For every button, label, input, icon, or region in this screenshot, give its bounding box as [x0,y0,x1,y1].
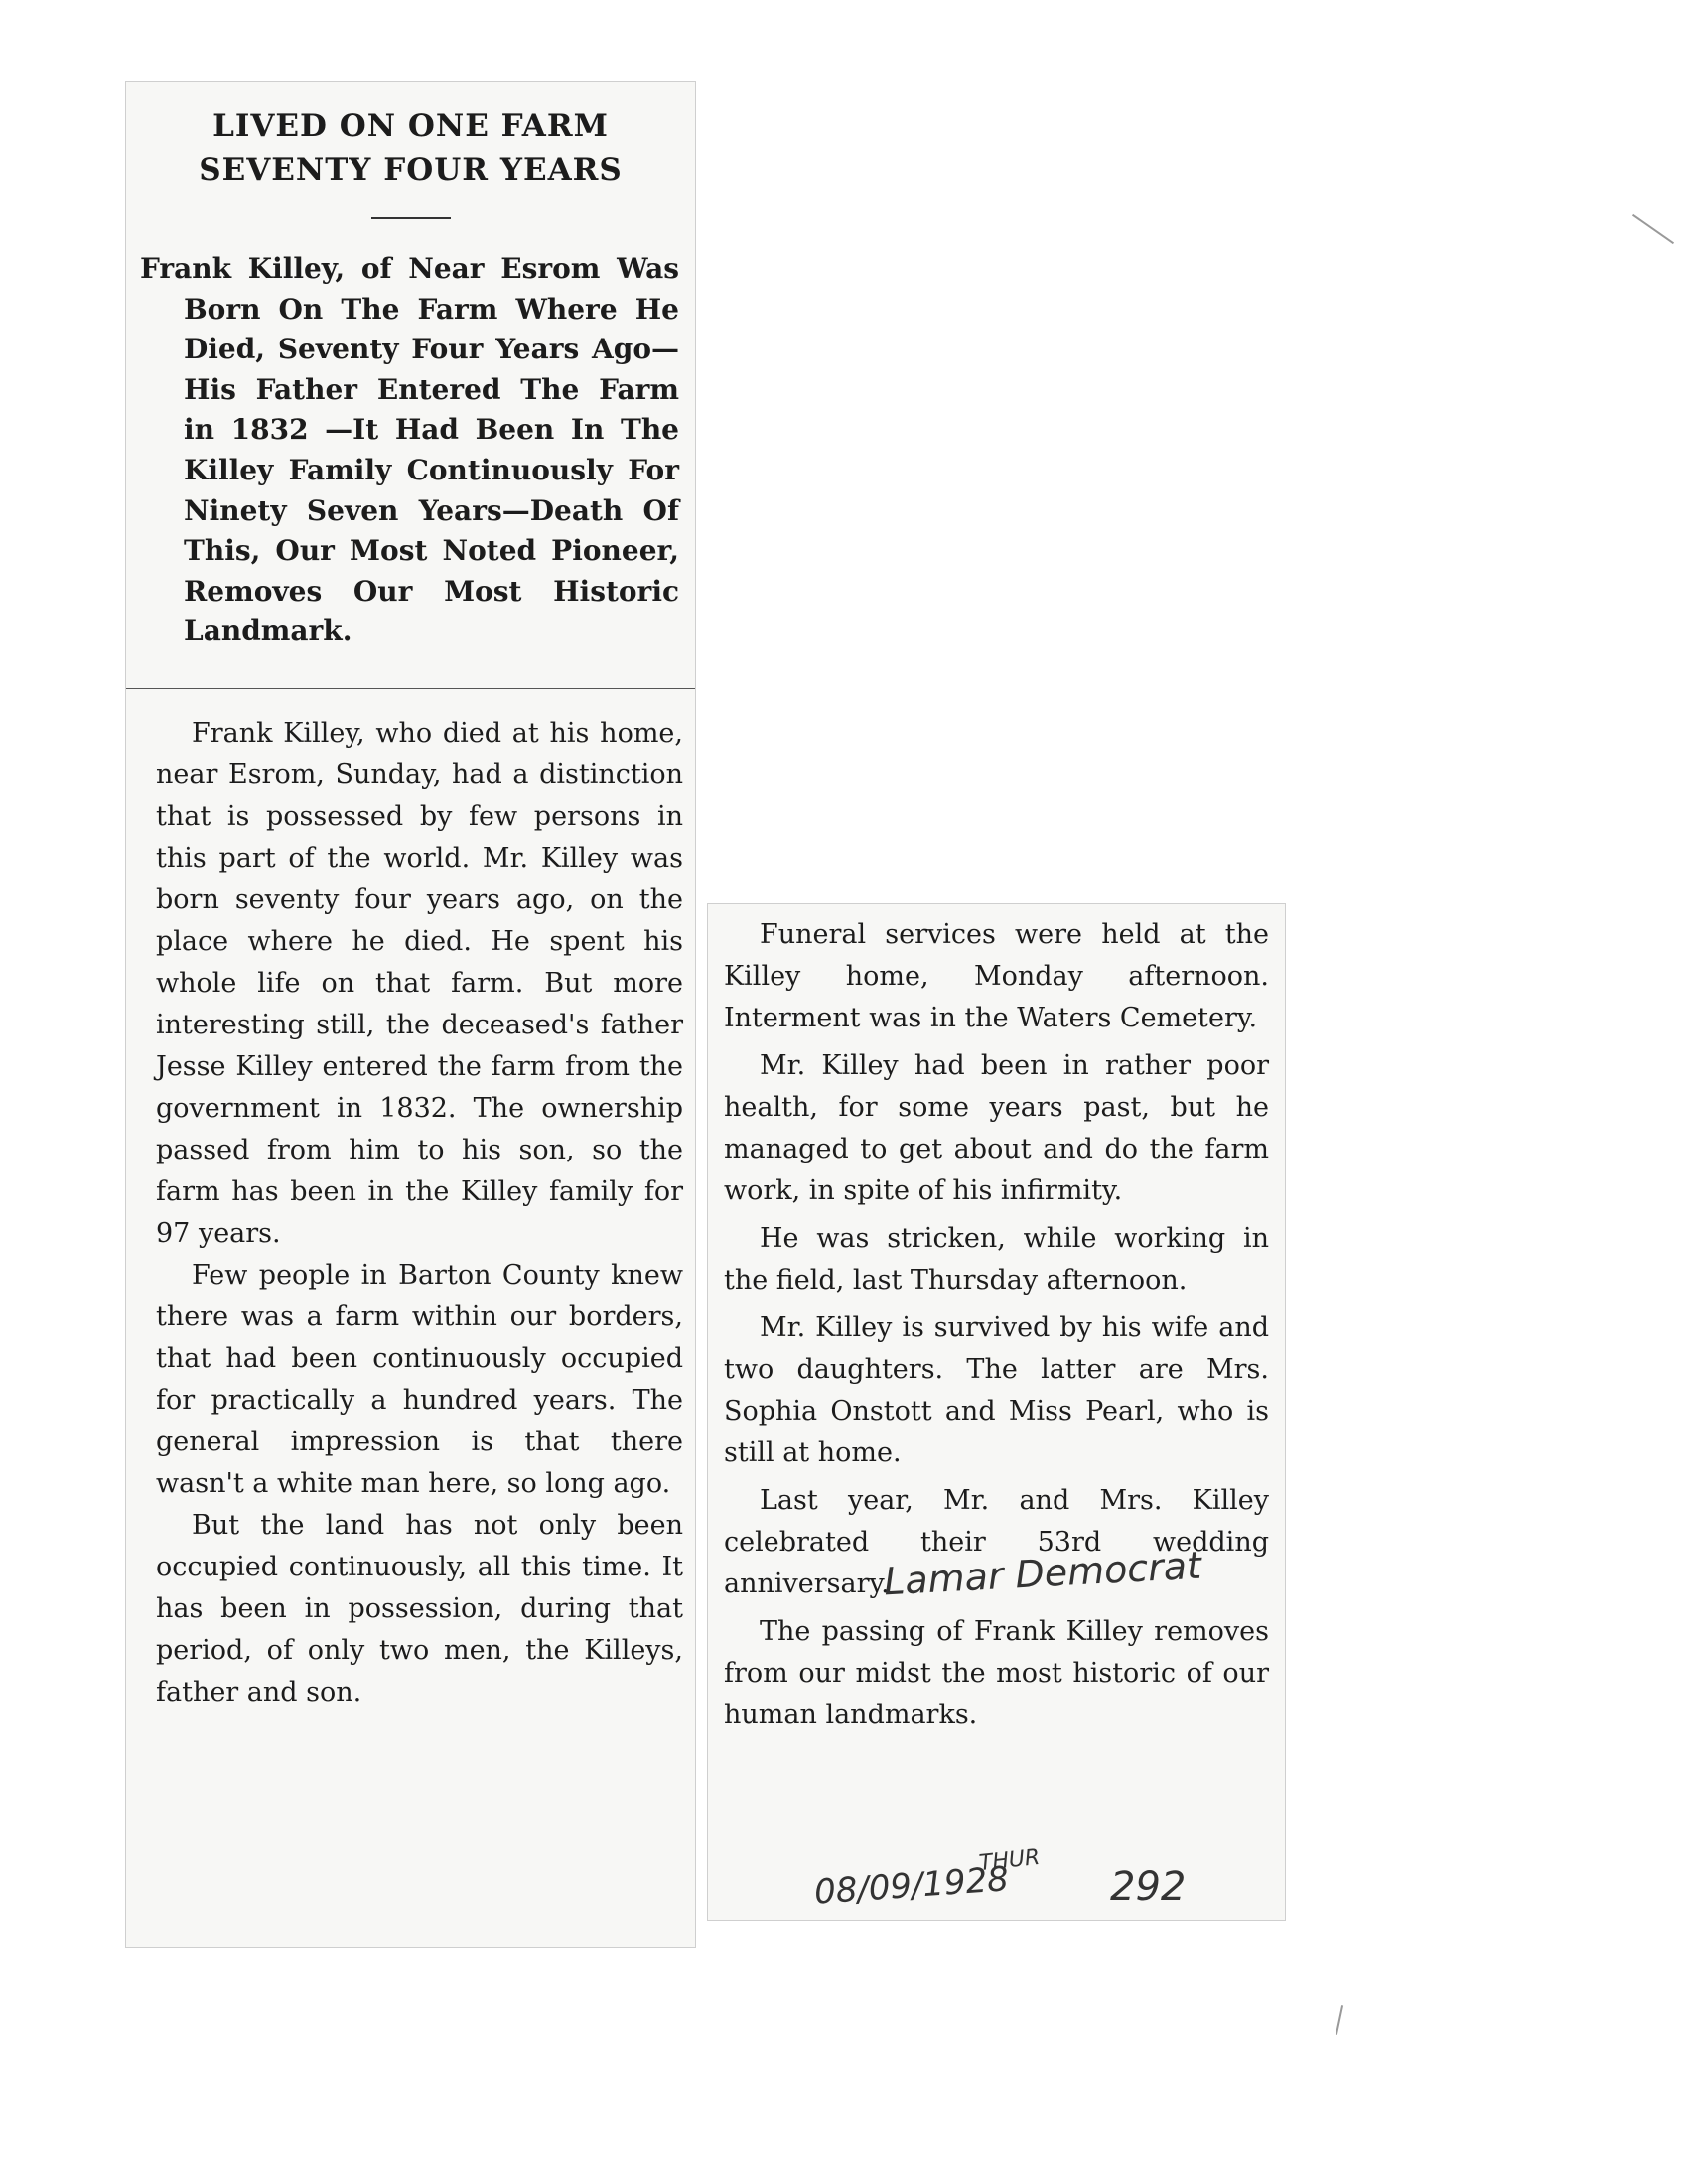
handwritten-date: 08/09/1928 [812,1859,1011,1913]
scan-mark [1632,214,1674,244]
left-column-body [126,713,695,1713]
handwritten-source: Lamar Democrat [883,1543,1203,1604]
paragraph: The passing of Frank Killey removes from our midst the most historic of our human landmarks. [724,1616,1269,1730]
paragraph: Last year, Mr. and Mrs. Killey celebrated their 53rd wedding anniversary. [724,1485,1269,1599]
right-column-body [708,914,1285,1736]
clipping-right-column [707,903,1286,1921]
headline-line-1: LIVED ON ONE FARM [212,108,609,144]
paragraph: Frank Killey, who died at his home, near Esrom, Sunday, had a distinction that is possessed by few persons in this part of the world. Mr. Killey was born seventy four years ago, on the place where he died. He spent his whole life on that farm. But more interesting still, the deceased's father Jesse Killey entered the farm from the government in 1832. The ownership passed from him to his son, so the farm has been in the Killey family for 97 years. [156,717,683,1249]
subheadline: Frank Killey, of Near Esrom Was Born On The Farm Where He Died, Seventy Four Years Ago—His Father Entered The Farm in 1832 —It Had Been In The Killey Family Continuously For Ninety Seven Years—Death Of This, Our Most Noted Pioneer, Removes Our Most Historic Landmark. [140,252,679,648]
headline-rule [371,217,451,219]
handwritten-page-number: 292 [1110,1864,1187,1910]
paragraph: Funeral services were held at the Killey home, Monday afternoon. Interment was in the Waters Cemetery. [724,919,1269,1033]
headline [126,104,695,192]
scan-mark [1336,2005,1343,2035]
clipping-left-column [125,81,696,1948]
headline-line-2: SEVENTY FOUR YEARS [199,152,623,188]
paragraph: Mr. Killey had been in rather poor health, for some years past, but he managed to get about and do the farm work, in spite of his infirmity. [724,1050,1269,1206]
paragraph: But the land has not only been occupied continuously, all this time. It has been in possession, during that period, of only two men, the Killeys, father and son. [156,1509,683,1707]
handwritten-day: THUR [977,1844,1042,1877]
section-divider [126,688,695,689]
paragraph: Mr. Killey is survived by his wife and two daughters. The latter are Mrs. Sophia Onstott and Miss Pearl, who is still at home. [724,1312,1269,1468]
paragraph: Few people in Barton County knew there was a farm within our borders, that had been continuously occupied for practically a hundred years. The general impression is that there wasn't a white man here, so long ago. [156,1259,683,1499]
paragraph: He was stricken, while working in the field, last Thursday afternoon. [724,1223,1269,1296]
